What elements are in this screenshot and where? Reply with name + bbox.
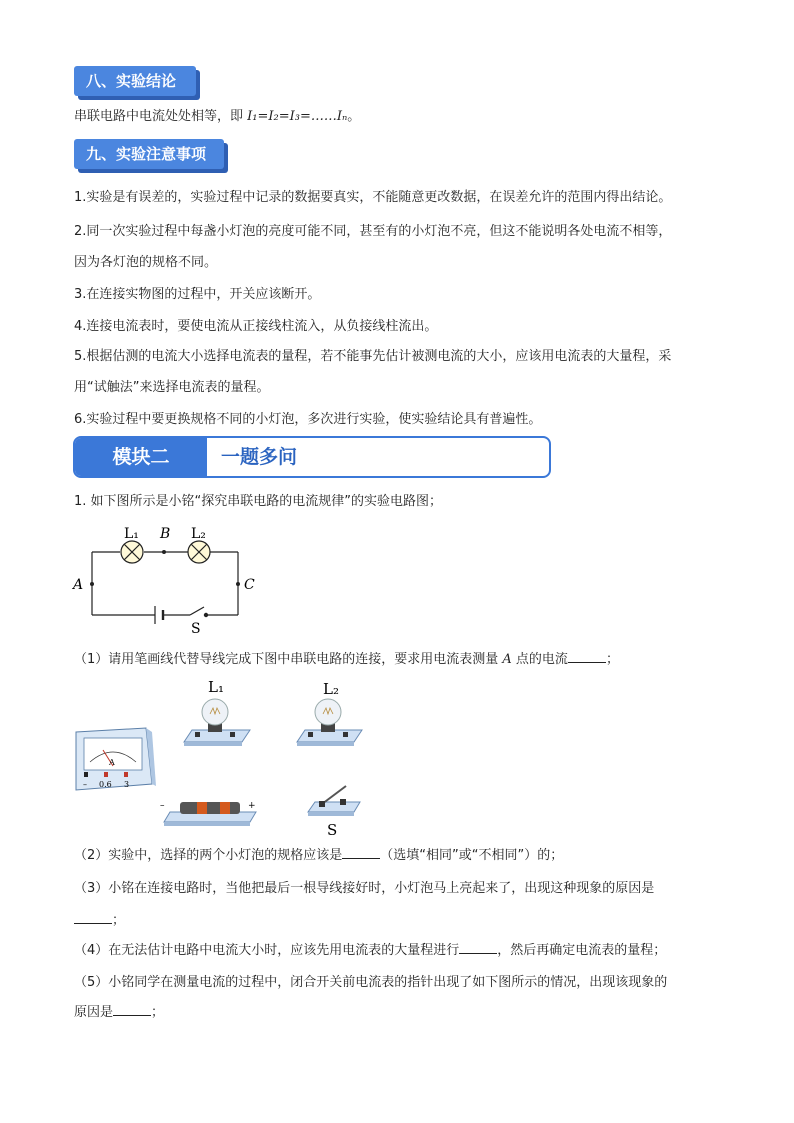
module-banner [73,436,551,478]
note-line: 4.连接电流表时，要使电流从正接线柱流入，从负接线柱流出。 [74,319,438,334]
svg-text:L₁: L₁ [208,678,224,696]
sub-question-2: （2）实验中，选择的两个小灯泡的规格应该是 （选填“相同”或“不相同”）的； [74,848,564,863]
note-line: 用“试触法”来选择电流表的量程。 [74,380,270,395]
label-S: S [191,621,201,637]
sub-question-5: （5）小铭同学在测量电流的过程中，闭合开关前电流表的指针出现了如下图所示的情况，出现该现象的 [74,975,668,990]
section-heading-notes [74,139,224,169]
note-line: 5.根据估测的电流大小选择电流表的量程，若不能事先估计被测电流的大小，应该用电流表的大量程，采 [74,349,672,364]
svg-text:–: – [83,780,87,789]
sub-question-3-cont: ； [74,911,125,931]
conclusion-text: 串联电路中电流处处相等，即 I₁=I₂=I₃=……Iₙ。 [74,109,361,124]
section-heading-text: 九、实验注意事项 [74,139,224,169]
answer-blank[interactable] [74,911,112,924]
lamp-l2 [297,680,362,746]
svg-text:S: S [327,821,338,839]
question-intro: 1. 如下图所示是小铭“探究串联电路的电流规律”的实验电路图； [74,494,443,509]
svg-text:+: + [248,801,256,811]
label-L2: L₂ [191,526,206,542]
apparatus-figure [70,672,370,842]
circuit-diagram [66,520,276,640]
answer-blank[interactable] [459,941,497,954]
sub-question-3: （3）小铭在连接电路时，当他把最后一根导线接好时，小灯泡马上亮起来了，出现这种现象的原因是 [74,881,655,896]
answer-blank[interactable] [568,650,606,663]
svg-text:0.6: 0.6 [99,780,112,789]
sub-question-4: （4）在无法估计电路中电流大小时，应该先用电流表的大量程进行 ，然后再确定电流表的量程； [74,943,667,958]
battery-pack [160,801,256,826]
note-line: 1.实验是有误差的，实验过程中记录的数据要真实，不能随意更改数据，在误差允许的范围内得出结论。 [74,190,672,205]
note-line: 2.同一次实验过程中每盏小灯泡的亮度可能不同，甚至有的小灯泡不亮，但这不能说明各处电流不相等， [74,224,672,239]
module-title: 一题多问 [221,446,298,468]
note-line: 3.在连接实物图的过程中，开关应该断开。 [74,287,321,302]
label-A: A [73,577,84,593]
note-line: 6.实验过程中要更换规格不同的小灯泡，多次进行实验，使实验结论具有普遍性。 [74,412,542,427]
answer-blank[interactable] [113,1003,151,1016]
svg-text:3: 3 [124,780,130,789]
section-heading-text: 八、实验结论 [74,66,196,96]
svg-text:L₂: L₂ [323,680,339,698]
sub-question-1: （1）请用笔画线代替导线完成下图中串联电路的连接，要求用电流表测量 A 点的电流 ； [74,652,619,667]
formula: I₁=I₂=I₃=……Iₙ [247,109,348,124]
module-label: 模块二 [75,438,207,476]
svg-text:A: A [109,758,115,767]
answer-blank[interactable] [342,846,380,859]
sub-question-5-cont: 原因是 ； [74,1005,165,1020]
label-L1: L₁ [124,526,139,542]
switch [308,786,360,839]
label-C: C [244,577,255,593]
label-B: B [160,526,171,542]
svg-text:–: – [160,801,165,811]
lamp-l1 [184,678,250,746]
ammeter [76,728,156,790]
note-line: 因为各灯泡的规格不同。 [74,255,218,270]
section-heading-conclusion [74,66,196,96]
